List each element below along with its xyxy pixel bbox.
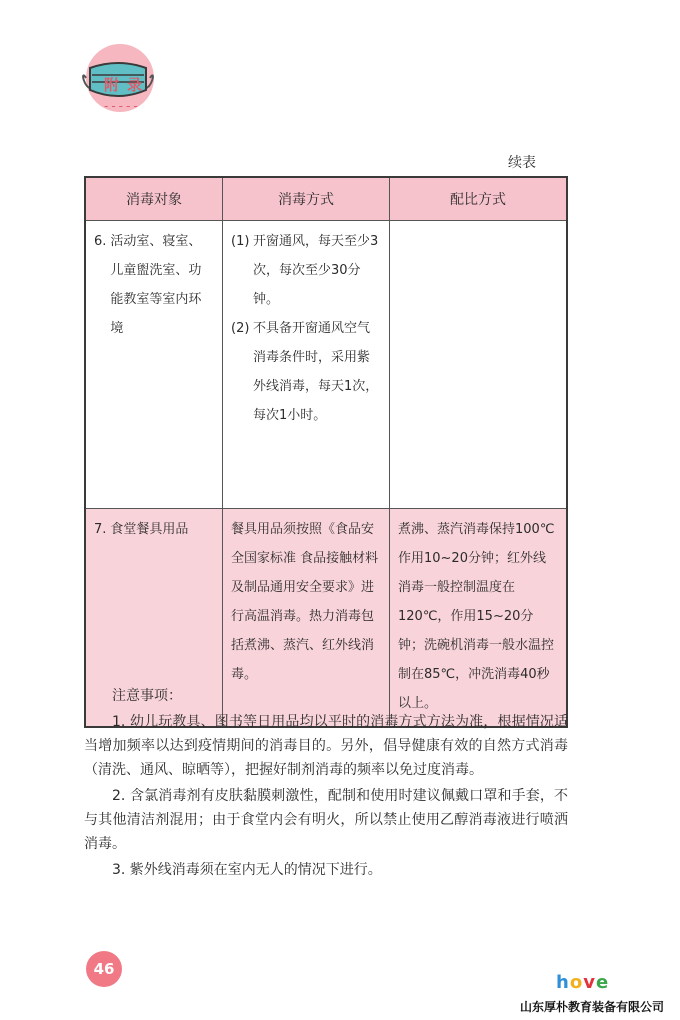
method-item-mark: (2) bbox=[231, 321, 250, 336]
table-caption: 续表 bbox=[508, 155, 536, 171]
table-cell-target bbox=[85, 221, 223, 509]
logo-letter: h bbox=[556, 972, 570, 993]
column-header: 消毒方式 bbox=[223, 177, 390, 221]
page-number: 46 bbox=[86, 951, 122, 987]
note-item: 3. 紫外线消毒须在室内无人的情况下进行。 bbox=[112, 862, 382, 878]
table-cell-method: 餐具用品须按照《食品安全国家标准 食品接触材料及制品通用安全要求》进行高温消毒。热力消毒包括煮沸、蒸汽、红外线消毒。 bbox=[223, 509, 390, 727]
column-header: 消毒对象 bbox=[85, 177, 223, 221]
table-cell-ratio: 煮沸、蒸汽消毒保持100℃作用10~20分钟；红外线消毒一般控制温度在120℃，作用15~20分钟；洗碗机消毒一般水温控制在85℃，冲洗消毒40秒以上。 bbox=[390, 509, 568, 727]
logo-letter: o bbox=[569, 972, 584, 993]
table-cell-method bbox=[223, 221, 390, 509]
row-number: 6. bbox=[94, 234, 107, 249]
table-header-row bbox=[85, 177, 567, 221]
row-number: 7. bbox=[94, 522, 107, 537]
column-header: 配比方式 bbox=[390, 177, 568, 221]
method-item-mark: (1) bbox=[231, 234, 250, 249]
logo-letter: v bbox=[583, 972, 596, 993]
target-text: 食堂餐具用品 bbox=[110, 522, 189, 537]
notes-title: 注意事项： bbox=[112, 688, 182, 704]
method-item bbox=[231, 227, 381, 314]
title-underline: ----- bbox=[104, 99, 141, 113]
table-row bbox=[85, 221, 567, 509]
brand-logo bbox=[556, 972, 609, 993]
target-text: 活动室、寝室、儿童盥洗室、功能教室等室内环境 bbox=[110, 234, 202, 336]
logo-letter: e bbox=[595, 972, 610, 993]
section-title: 附录 bbox=[104, 76, 151, 94]
table-cell-ratio bbox=[390, 221, 568, 509]
method-item-text: 不具备开窗通风空气消毒条件时，采用紫外线消毒，每天1次，每次1小时。 bbox=[253, 321, 379, 423]
method-item bbox=[231, 314, 381, 430]
disinfection-table bbox=[84, 176, 568, 728]
note-item: 2. 含氯消毒剂有皮肤黏膜刺激性，配制和使用时建议佩戴口罩和手套，不与其他清洁剂混用；由于食堂内会有明火，所以禁止使用乙醇消毒液进行喷洒消毒。 bbox=[84, 788, 568, 852]
note-item: 1. 幼儿玩教具、图书等日用品均以平时的消毒方式方法为准，根据情况适当增加频率以达到疫情期间的消毒目的。另外，倡导健康有效的自然方式消毒（清洗、通风、晾晒等），把握好制剂消毒的频率以免过度消毒。 bbox=[84, 714, 568, 778]
method-item-text: 开窗通风，每天至少3次，每次至少30分钟。 bbox=[253, 234, 379, 307]
notes-section bbox=[84, 684, 568, 884]
company-name: 山东厚朴教育装备有限公司 bbox=[520, 1000, 665, 1014]
